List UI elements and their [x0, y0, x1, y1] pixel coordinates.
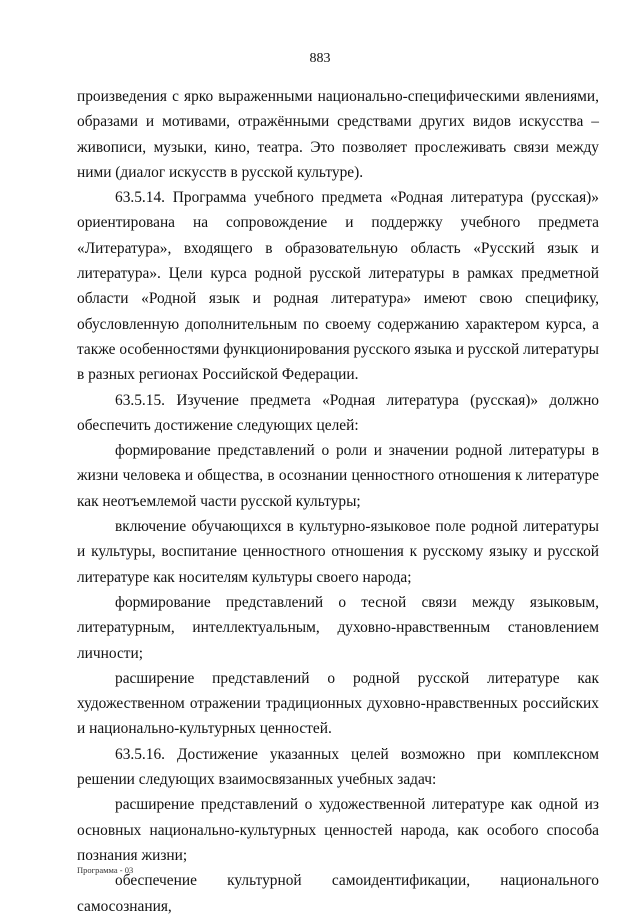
page-number: 883 [309, 51, 331, 66]
footer-label: Программа - 03 [77, 865, 134, 875]
paragraph-63-5-14: 63.5.14. Программа учебного предмета «Родная литература (русская)» ориентирована на сопровождение и поддержку учебного предмета «Литература», входящего в образовательную область «Русский язык и литература». Цели курса родной русской литературы в рамках предметной области «Родной язык и родная литература» имеют свою специфику, обусловленную дополнительным по своему содержанию характером курса, а также особенностями функционирования русского языка и русской литературы в разных регионах Российской Федерации. [77, 189, 599, 384]
task-item-national-values: расширение представлений о художественной литературе как одной из основных национально-культурных ценностей народа, как особого способа познания жизни; [77, 796, 599, 864]
goal-item-cultural-field: включение обучающихся в культурно-языковое поле родной литературы и культуры, воспитание ценностного отношения к русскому языку и русской литературе как носителям культуры своего народа; [77, 518, 599, 586]
paragraph-63-5-16: 63.5.16. Достижение указанных целей возможно при комплексном решении следующих взаимосвязанных учебных задач: [77, 745, 599, 789]
paragraph-63-5-15: 63.5.15. Изучение предмета «Родная литература (русская)» должно обеспечить достижение следующих целей: [77, 391, 599, 434]
task-item-self-identification: обеспечение культурной самоидентификации, национального самосознания, [77, 872, 599, 915]
document-body [77, 84, 599, 919]
goal-item-personality-development: формирование представлений о тесной связи между языковым, литературным, интеллектуальным, духовно-нравственным становлением личности; [77, 593, 599, 662]
goal-item-traditional-values: расширение представлений о родной русской литературе как художественном отражении традиционных духовно-нравственных российских и национально-культурных ценностей. [77, 669, 599, 738]
goal-item-role-of-literature: формирование представлений о роли и значении родной литературы в жизни человека и общества, в осознании ценностного отношения к литературе как неотъемлемой части русской культуры; [77, 442, 599, 510]
paragraph-continuation: произведения с ярко выраженными национально-специфическими явлениями, образами и мотивами, отражёнными средствами других видов искусства – живописи, музыки, кино, театра. Это позволяет прослеживать связи между ними (диалог искусств в русской культуре). [77, 88, 599, 181]
